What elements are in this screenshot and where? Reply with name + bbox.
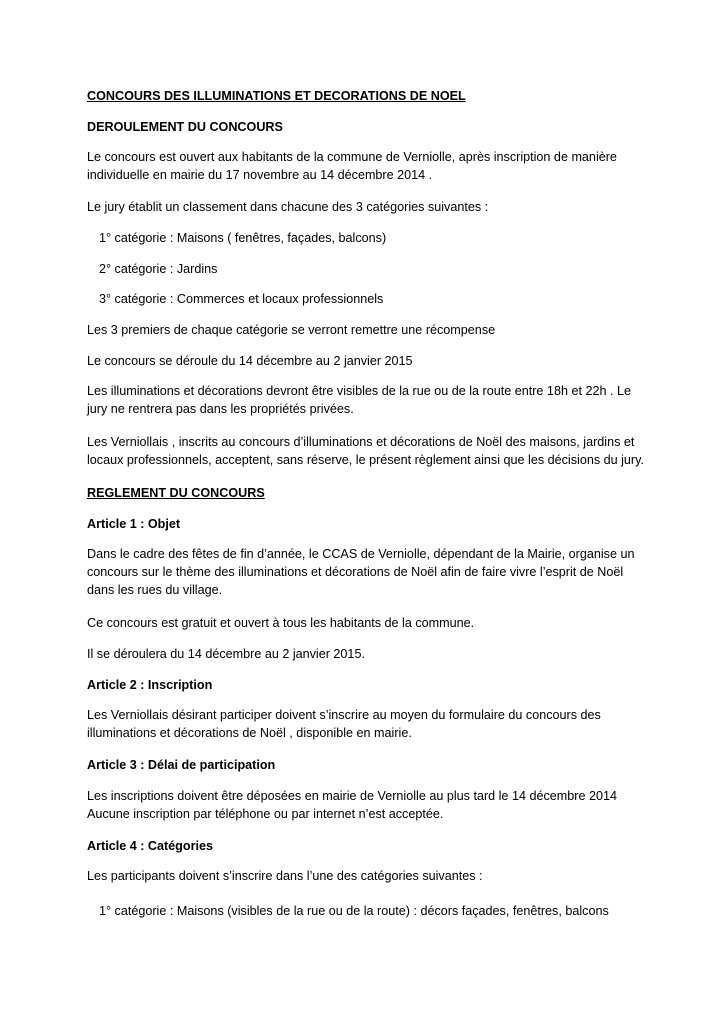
article1-paragraph-1	[87, 545, 647, 599]
article4-paragraph-1: Les participants doivent s’inscrire dans l’une des catégories suivantes :	[87, 869, 483, 883]
document-title: CONCOURS DES ILLUMINATIONS ET DECORATIONS DE NOEL	[87, 89, 466, 103]
paragraph-ouverture	[87, 148, 647, 184]
article1-paragraph-3: Il se déroulera du 14 décembre au 2 janvier 2015.	[87, 647, 365, 661]
text-line: illuminations et décorations de Noël , disponible en mairie.	[87, 726, 412, 740]
text-line: Dans le cadre des fêtes de fin d’année, le CCAS de Verniolle, dépendant de la Mairie, organise un	[87, 547, 635, 561]
paragraph-recompense: Les 3 premiers de chaque catégorie se verront remettre une récompense	[87, 323, 496, 337]
category-item-1: 1° catégorie : Maisons ( fenêtres, façades, balcons)	[99, 231, 387, 245]
text-line: locaux professionnels, acceptent, sans réserve, le présent règlement ainsi que les décisions du jury.	[87, 453, 644, 467]
category-item-3: 3° catégorie : Commerces et locaux professionnels	[99, 292, 384, 306]
text-line: Les illuminations et décorations devront être visibles de la rue ou de la route entre 18h et 22h . Le	[87, 384, 631, 398]
article4-category-item-1: 1° catégorie : Maisons (visibles de la rue ou de la route) : décors façades, fenêtres, balcons	[99, 904, 609, 918]
category-item-2: 2° catégorie : Jardins	[99, 262, 218, 276]
article3-paragraph-1	[87, 787, 647, 823]
paragraph-dates: Le concours se déroule du 14 décembre au 2 janvier 2015	[87, 354, 413, 368]
paragraph-acceptation	[87, 433, 647, 469]
article3-heading: Article 3 : Délai de participation	[87, 758, 276, 772]
text-line: Aucune inscription par téléphone ou par internet n’est acceptée.	[87, 807, 444, 821]
text-line: dans les rues du village.	[87, 583, 223, 597]
text-line: jury ne rentrera pas dans les propriétés privées.	[87, 402, 354, 416]
article1-heading: Article 1 : Objet	[87, 517, 181, 531]
article2-heading: Article 2 : Inscription	[87, 678, 213, 692]
article2-paragraph-1	[87, 706, 647, 742]
article4-heading: Article 4 : Catégories	[87, 839, 213, 853]
text-line: Les Verniollais désirant participer doivent s’inscrire au moyen du formulaire du concours des	[87, 708, 601, 722]
paragraph-classement: Le jury établit un classement dans chacune des 3 catégories suivantes :	[87, 200, 489, 214]
paragraph-visibilite	[87, 382, 647, 418]
text-line: Les inscriptions doivent être déposées en mairie de Verniolle au plus tard le 14 décembre 2014	[87, 789, 617, 803]
section-heading-deroulement: DEROULEMENT DU CONCOURS	[87, 120, 283, 134]
text-line: Le concours est ouvert aux habitants de la commune de Vernіolle, après inscription de manière	[87, 150, 617, 164]
article1-paragraph-2: Ce concours est gratuit et ouvert à tous les habitants de la commune.	[87, 616, 475, 630]
text-line: Les Verniollais , inscrits au concours d’illuminations et décorations de Noël des maisons, jardins et	[87, 435, 635, 449]
text-line: individuelle en mairie du 17 novembre au 14 décembre 2014 .	[87, 168, 433, 182]
section-heading-reglement: REGLEMENT DU CONCOURS	[87, 486, 265, 500]
text-line: concours sur le thème des illuminations et décorations de Noël afin de faire vivre l’esprit de Noël	[87, 565, 624, 579]
